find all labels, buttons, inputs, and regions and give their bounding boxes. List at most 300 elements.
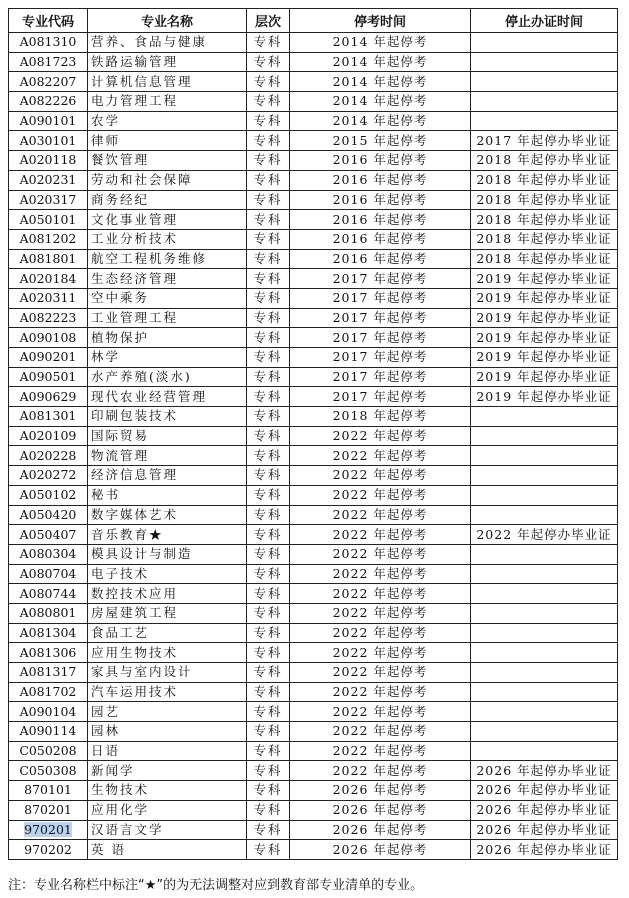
cell-code (9, 328, 88, 348)
cell-exam-stop: 2022 年起停考 (290, 722, 471, 742)
table-row (9, 229, 618, 249)
table-row (9, 623, 618, 643)
cell-exam-stop: 2014 年起停考 (290, 92, 471, 112)
cell-name: 水产养殖(淡水) (88, 367, 247, 387)
cell-exam-stop: 2017 年起停考 (290, 387, 471, 407)
cell-exam-stop: 2022 年起停考 (290, 485, 471, 505)
cell-name: 餐饮管理 (88, 151, 247, 171)
cell-level: 专科 (247, 328, 290, 348)
table-row (9, 840, 618, 860)
cell-code (9, 663, 88, 683)
table-row (9, 663, 618, 683)
cell-exam-stop: 2017 年起停考 (290, 328, 471, 348)
cell-name: 农学 (88, 111, 247, 131)
cell-cert-stop: 2018 年起停办毕业证 (471, 170, 618, 190)
cell-exam-stop: 2016 年起停考 (290, 170, 471, 190)
cell-name: 工业管理工程 (88, 308, 247, 328)
cell-level: 专科 (247, 505, 290, 525)
table-row (9, 288, 618, 308)
code-text: A081723 (19, 54, 77, 70)
cell-code (9, 33, 88, 53)
cell-level: 专科 (247, 584, 290, 604)
code-text: 970202 (24, 841, 72, 857)
cell-name: 英 语 (88, 840, 247, 860)
cell-code (9, 643, 88, 663)
cell-cert-stop: 2026 年起停办毕业证 (471, 800, 618, 820)
cell-name: 航空工程机务维修 (88, 249, 247, 269)
cell-code (9, 111, 88, 131)
cell-level: 专科 (247, 52, 290, 72)
table-row (9, 525, 618, 545)
code-text: 870201 (24, 802, 72, 818)
cell-exam-stop: 2018 年起停考 (290, 407, 471, 427)
table-row (9, 505, 618, 525)
code-text: A090201 (19, 349, 77, 365)
cell-exam-stop: 2022 年起停考 (290, 564, 471, 584)
cell-level: 专科 (247, 840, 290, 860)
cell-exam-stop: 2016 年起停考 (290, 151, 471, 171)
table-row (9, 485, 618, 505)
code-text: A081310 (19, 34, 77, 50)
table-row (9, 387, 618, 407)
cell-cert-stop: 2018 年起停办毕业证 (471, 190, 618, 210)
cell-cert-stop (471, 485, 618, 505)
cell-name: 电子技术 (88, 564, 247, 584)
cell-exam-stop: 2022 年起停考 (290, 682, 471, 702)
cell-exam-stop: 2022 年起停考 (290, 446, 471, 466)
code-text: 870101 (24, 782, 72, 798)
cell-exam-stop: 2014 年起停考 (290, 72, 471, 92)
cell-cert-stop: 2019 年起停办毕业证 (471, 288, 618, 308)
cell-code (9, 485, 88, 505)
cell-cert-stop (471, 111, 618, 131)
cell-name: 日语 (88, 741, 247, 761)
cell-name: 空中乘务 (88, 288, 247, 308)
code-text: A082207 (19, 73, 77, 89)
cell-exam-stop: 2017 年起停考 (290, 348, 471, 368)
cell-exam-stop: 2022 年起停考 (290, 741, 471, 761)
cell-level: 专科 (247, 269, 290, 289)
cell-code (9, 92, 88, 112)
footnote: 注：专业名称栏中标注“★”的为无法调整对应到教育部专业清单的专业。 (8, 878, 424, 893)
cell-cert-stop (471, 466, 618, 486)
cell-cert-stop (471, 663, 618, 683)
cell-code (9, 702, 88, 722)
header-exam-stop: 停考时间 (290, 9, 471, 33)
cell-code (9, 308, 88, 328)
cell-code (9, 367, 88, 387)
cell-cert-stop: 2026 年起停办毕业证 (471, 840, 618, 860)
code-text: A030101 (19, 132, 77, 148)
cell-name: 营养、食品与健康 (88, 33, 247, 53)
cell-code (9, 800, 88, 820)
cell-name: 林学 (88, 348, 247, 368)
cell-name: 食品工艺 (88, 623, 247, 643)
cell-code (9, 584, 88, 604)
cell-code (9, 249, 88, 269)
code-text: A080304 (19, 546, 77, 562)
code-text: A020272 (19, 467, 77, 483)
table-row (9, 92, 618, 112)
code-text: A081801 (19, 250, 77, 266)
table-row (9, 682, 618, 702)
cell-exam-stop: 2022 年起停考 (290, 466, 471, 486)
cell-exam-stop: 2016 年起停考 (290, 229, 471, 249)
cell-cert-stop (471, 407, 618, 427)
cell-level: 专科 (247, 682, 290, 702)
cell-name: 印刷包装技术 (88, 407, 247, 427)
code-text: A081202 (19, 231, 77, 247)
discontinued-majors-table (8, 8, 618, 860)
code-text: A081702 (19, 684, 77, 700)
cell-name: 应用化学 (88, 800, 247, 820)
cell-cert-stop (471, 446, 618, 466)
cell-level: 专科 (247, 761, 290, 781)
table-row (9, 328, 618, 348)
cell-code (9, 387, 88, 407)
cell-code (9, 623, 88, 643)
cell-exam-stop: 2022 年起停考 (290, 761, 471, 781)
cell-exam-stop: 2017 年起停考 (290, 288, 471, 308)
cell-code (9, 446, 88, 466)
table-row (9, 407, 618, 427)
cell-exam-stop: 2014 年起停考 (290, 52, 471, 72)
cell-cert-stop: 2018 年起停办毕业证 (471, 229, 618, 249)
cell-cert-stop (471, 72, 618, 92)
cell-name: 园艺 (88, 702, 247, 722)
cell-name: 律师 (88, 131, 247, 151)
code-text: A090101 (19, 113, 77, 129)
code-text: A082223 (19, 309, 77, 325)
cell-name: 园林 (88, 722, 247, 742)
code-text: A020228 (19, 447, 77, 463)
cell-code (9, 348, 88, 368)
cell-cert-stop: 2018 年起停办毕业证 (471, 249, 618, 269)
cell-exam-stop: 2014 年起停考 (290, 33, 471, 53)
cell-name: 汽车运用技术 (88, 682, 247, 702)
cell-cert-stop (471, 702, 618, 722)
header-name: 专业名称 (88, 9, 247, 33)
table-row (9, 367, 618, 387)
table-row (9, 800, 618, 820)
code-text: A020184 (19, 270, 77, 286)
cell-cert-stop: 2019 年起停办毕业证 (471, 367, 618, 387)
table-row (9, 269, 618, 289)
cell-name: 音乐教育★ (88, 525, 247, 545)
cell-name: 数字媒体艺术 (88, 505, 247, 525)
cell-cert-stop: 2018 年起停办毕业证 (471, 151, 618, 171)
header-code: 专业代码 (9, 9, 88, 33)
cell-cert-stop (471, 682, 618, 702)
cell-level: 专科 (247, 466, 290, 486)
cell-exam-stop: 2017 年起停考 (290, 269, 471, 289)
code-text: A081317 (19, 664, 77, 680)
cell-code (9, 131, 88, 151)
cell-cert-stop (471, 92, 618, 112)
cell-name: 新闻学 (88, 761, 247, 781)
cell-name: 应用生物技术 (88, 643, 247, 663)
cell-code (9, 761, 88, 781)
cell-exam-stop: 2016 年起停考 (290, 210, 471, 230)
table-row (9, 249, 618, 269)
cell-cert-stop (471, 722, 618, 742)
cell-level: 专科 (247, 800, 290, 820)
code-text: A081301 (19, 408, 77, 424)
code-text: A020231 (19, 172, 77, 188)
cell-name: 汉语言文学 (88, 820, 247, 840)
cell-code (9, 151, 88, 171)
cell-name: 经济信息管理 (88, 466, 247, 486)
table-row (9, 466, 618, 486)
code-text: A081306 (19, 644, 77, 660)
table-row (9, 131, 618, 151)
cell-code (9, 682, 88, 702)
table-body (9, 33, 618, 860)
cell-exam-stop: 2026 年起停考 (290, 840, 471, 860)
cell-code (9, 210, 88, 230)
cell-exam-stop: 2026 年起停考 (290, 820, 471, 840)
code-text: A020118 (19, 152, 77, 168)
header-cert-stop: 停止办证时间 (471, 9, 618, 33)
cell-name: 电力管理工程 (88, 92, 247, 112)
cell-name: 工业分析技术 (88, 229, 247, 249)
table-row (9, 544, 618, 564)
cell-code (9, 229, 88, 249)
cell-code (9, 840, 88, 860)
code-text: A090114 (19, 723, 77, 739)
cell-level: 专科 (247, 131, 290, 151)
cell-code (9, 190, 88, 210)
cell-exam-stop: 2022 年起停考 (290, 426, 471, 446)
table-row (9, 72, 618, 92)
cell-level: 专科 (247, 288, 290, 308)
cell-name: 现代农业经营管理 (88, 387, 247, 407)
cell-level: 专科 (247, 249, 290, 269)
cell-level: 专科 (247, 387, 290, 407)
cell-cert-stop: 2026 年起停办毕业证 (471, 820, 618, 840)
cell-level: 专科 (247, 190, 290, 210)
cell-code (9, 466, 88, 486)
cell-name: 家具与室内设计 (88, 663, 247, 683)
code-text: A020311 (19, 290, 77, 306)
header-row (9, 9, 618, 33)
code-text: A050101 (19, 211, 77, 227)
cell-level: 专科 (247, 781, 290, 801)
cell-cert-stop: 2018 年起停办毕业证 (471, 210, 618, 230)
table-row (9, 584, 618, 604)
cell-name: 生物技术 (88, 781, 247, 801)
cell-level: 专科 (247, 525, 290, 545)
cell-level: 专科 (247, 151, 290, 171)
cell-exam-stop: 2022 年起停考 (290, 505, 471, 525)
table-row (9, 820, 618, 840)
table-row (9, 52, 618, 72)
cell-exam-stop: 2016 年起停考 (290, 249, 471, 269)
cell-cert-stop (471, 584, 618, 604)
code-text: A090629 (19, 388, 77, 404)
cell-cert-stop: 2019 年起停办毕业证 (471, 328, 618, 348)
cell-cert-stop: 2026 年起停办毕业证 (471, 781, 618, 801)
code-text: C050308 (19, 762, 77, 778)
code-text: A050407 (19, 526, 77, 542)
cell-exam-stop: 2017 年起停考 (290, 367, 471, 387)
cell-exam-stop: 2022 年起停考 (290, 702, 471, 722)
code-text: A090501 (19, 369, 77, 385)
cell-code (9, 820, 88, 840)
table-row (9, 33, 618, 53)
table-row (9, 170, 618, 190)
code-text: 970201 (24, 821, 72, 837)
cell-cert-stop (471, 643, 618, 663)
cell-exam-stop: 2015 年起停考 (290, 131, 471, 151)
code-text: A020317 (19, 191, 77, 207)
cell-name: 生态经济管理 (88, 269, 247, 289)
cell-exam-stop: 2022 年起停考 (290, 643, 471, 663)
code-text: A082226 (19, 93, 77, 109)
code-text: A090108 (19, 329, 77, 345)
cell-level: 专科 (247, 72, 290, 92)
cell-level: 专科 (247, 210, 290, 230)
cell-exam-stop: 2022 年起停考 (290, 623, 471, 643)
cell-name: 秘书 (88, 485, 247, 505)
cell-cert-stop (471, 52, 618, 72)
table-row (9, 761, 618, 781)
cell-cert-stop (471, 623, 618, 643)
cell-code (9, 407, 88, 427)
cell-cert-stop (471, 603, 618, 623)
cell-cert-stop (471, 564, 618, 584)
code-text: C050208 (19, 743, 77, 759)
cell-code (9, 288, 88, 308)
cell-exam-stop: 2022 年起停考 (290, 663, 471, 683)
code-text: A080801 (19, 605, 77, 621)
cell-level: 专科 (247, 663, 290, 683)
cell-level: 专科 (247, 229, 290, 249)
table-row (9, 151, 618, 171)
code-text: A050102 (19, 487, 77, 503)
cell-level: 专科 (247, 407, 290, 427)
cell-level: 专科 (247, 544, 290, 564)
cell-level: 专科 (247, 643, 290, 663)
table-row (9, 741, 618, 761)
cell-name: 国际贸易 (88, 426, 247, 446)
cell-level: 专科 (247, 820, 290, 840)
cell-name: 数控技术应用 (88, 584, 247, 604)
cell-name: 植物保护 (88, 328, 247, 348)
table-row (9, 190, 618, 210)
cell-exam-stop: 2022 年起停考 (290, 525, 471, 545)
cell-level: 专科 (247, 426, 290, 446)
cell-name: 铁路运输管理 (88, 52, 247, 72)
code-text: A080744 (19, 585, 77, 601)
code-text: A020109 (19, 428, 77, 444)
cell-level: 专科 (247, 170, 290, 190)
table-row (9, 308, 618, 328)
table-row (9, 446, 618, 466)
cell-name: 物流管理 (88, 446, 247, 466)
table-row (9, 722, 618, 742)
cell-level: 专科 (247, 367, 290, 387)
cell-code (9, 525, 88, 545)
code-text: A090104 (19, 703, 77, 719)
code-text: A050420 (19, 506, 77, 522)
cell-level: 专科 (247, 92, 290, 112)
cell-code (9, 269, 88, 289)
cell-code (9, 52, 88, 72)
cell-name: 计算机信息管理 (88, 72, 247, 92)
cell-level: 专科 (247, 485, 290, 505)
cell-code (9, 170, 88, 190)
cell-cert-stop (471, 544, 618, 564)
cell-exam-stop: 2026 年起停考 (290, 800, 471, 820)
cell-level: 专科 (247, 564, 290, 584)
cell-cert-stop: 2026 年起停办毕业证 (471, 761, 618, 781)
cell-level: 专科 (247, 603, 290, 623)
cell-cert-stop: 2019 年起停办毕业证 (471, 387, 618, 407)
cell-exam-stop: 2026 年起停考 (290, 781, 471, 801)
table-row (9, 702, 618, 722)
cell-name: 模具设计与制造 (88, 544, 247, 564)
table-row (9, 643, 618, 663)
cell-code (9, 781, 88, 801)
cell-cert-stop (471, 33, 618, 53)
cell-cert-stop (471, 741, 618, 761)
cell-exam-stop: 2014 年起停考 (290, 111, 471, 131)
cell-level: 专科 (247, 446, 290, 466)
cell-code (9, 426, 88, 446)
cell-name: 文化事业管理 (88, 210, 247, 230)
cell-level: 专科 (247, 623, 290, 643)
table-row (9, 426, 618, 446)
cell-exam-stop: 2017 年起停考 (290, 308, 471, 328)
header-level: 层次 (247, 9, 290, 33)
table-row (9, 348, 618, 368)
cell-cert-stop: 2019 年起停办毕业证 (471, 348, 618, 368)
cell-cert-stop (471, 426, 618, 446)
table-row (9, 603, 618, 623)
cell-code (9, 544, 88, 564)
cell-level: 专科 (247, 722, 290, 742)
code-text: A081304 (19, 624, 77, 640)
cell-name: 房屋建筑工程 (88, 603, 247, 623)
cell-exam-stop: 2022 年起停考 (290, 544, 471, 564)
cell-code (9, 564, 88, 584)
cell-level: 专科 (247, 348, 290, 368)
table-row (9, 111, 618, 131)
table-row (9, 564, 618, 584)
cell-code (9, 505, 88, 525)
cell-cert-stop: 2019 年起停办毕业证 (471, 308, 618, 328)
cell-cert-stop: 2019 年起停办毕业证 (471, 269, 618, 289)
cell-cert-stop (471, 505, 618, 525)
code-text: A080704 (19, 565, 77, 581)
table-row (9, 210, 618, 230)
cell-code (9, 72, 88, 92)
cell-exam-stop: 2016 年起停考 (290, 190, 471, 210)
cell-code (9, 722, 88, 742)
cell-level: 专科 (247, 111, 290, 131)
cell-code (9, 741, 88, 761)
cell-code (9, 603, 88, 623)
cell-exam-stop: 2022 年起停考 (290, 584, 471, 604)
cell-level: 专科 (247, 702, 290, 722)
table-row (9, 781, 618, 801)
cell-cert-stop: 2017 年起停办毕业证 (471, 131, 618, 151)
cell-level: 专科 (247, 741, 290, 761)
cell-exam-stop: 2022 年起停考 (290, 603, 471, 623)
cell-name: 商务经纪 (88, 190, 247, 210)
cell-level: 专科 (247, 33, 290, 53)
